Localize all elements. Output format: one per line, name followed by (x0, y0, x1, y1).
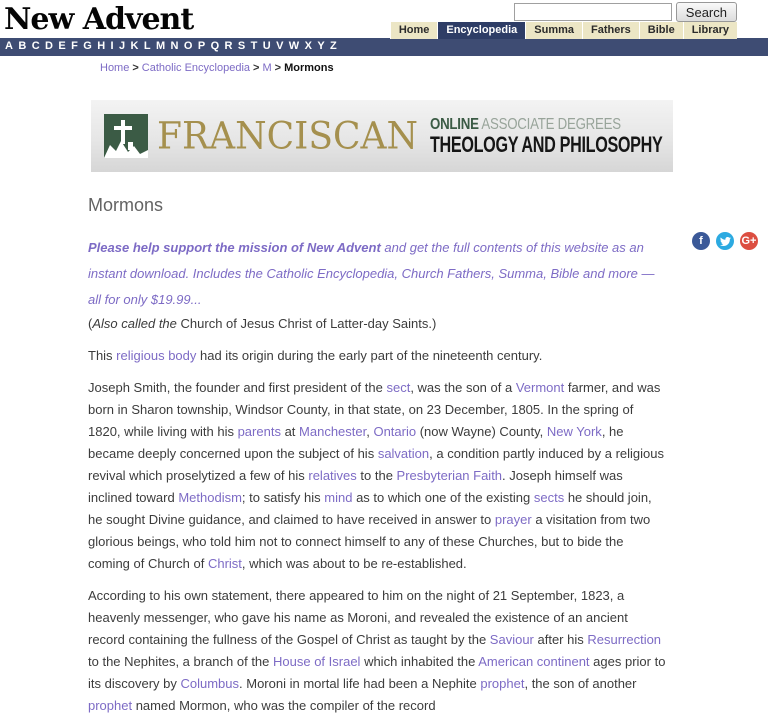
text-segment: as to which one of the existing (352, 490, 534, 505)
text-link[interactable]: parents (237, 424, 281, 439)
top-bar (0, 0, 768, 38)
franciscan-brand-text: FRANCISCAN (157, 114, 419, 158)
text-link[interactable]: Christ (207, 556, 242, 571)
tab-summa[interactable]: Summa (525, 22, 582, 39)
text-segment: Church of Jesus Christ of Latter-day Saints.) (176, 316, 437, 331)
social-share-bar (686, 232, 758, 250)
breadcrumb-separator: > (274, 62, 282, 74)
text-link[interactable]: Saviour (489, 632, 534, 647)
alphabet-link-l[interactable]: L (143, 40, 151, 52)
text-segment: at (280, 424, 300, 439)
text-link[interactable]: Methodism (178, 490, 242, 505)
text-link[interactable]: Please help support the mission of New Advent (88, 240, 381, 255)
alphabet-link-r[interactable]: R (224, 40, 233, 52)
text-link[interactable]: Ontario (373, 424, 417, 439)
alphabet-link-u[interactable]: U (262, 40, 271, 52)
nav-tabs (390, 22, 737, 39)
alphabet-link-i[interactable]: I (110, 40, 114, 52)
text-segment: This (88, 348, 117, 363)
tab-fathers[interactable]: Fathers (582, 22, 639, 39)
alphabet-link-f[interactable]: F (71, 40, 78, 52)
facebook-icon[interactable]: f (692, 232, 710, 250)
alphabet-link-o[interactable]: O (183, 40, 193, 52)
alphabet-link-x[interactable]: X (304, 40, 312, 52)
tab-bible[interactable]: Bible (639, 22, 683, 39)
search-button[interactable]: Search (676, 2, 737, 22)
text-link[interactable]: New York (546, 424, 602, 439)
paragraph-moroni (88, 585, 666, 717)
alphabet-link-m[interactable]: M (155, 40, 166, 52)
tab-encyclopedia[interactable]: Encyclopedia (437, 22, 525, 39)
paragraph-also-called (88, 313, 666, 335)
text-segment: Joseph Smith, the founder and first president of the (88, 380, 387, 395)
alphabet-link-q[interactable]: Q (210, 40, 220, 52)
text-link[interactable]: Resurrection (587, 632, 662, 647)
text-segment: , he became deeply concerned upon the subject of his (88, 424, 624, 461)
text-segment: , a condition partly induced by a religious revival which proselytized a few of his (88, 446, 664, 483)
site-logo[interactable]: New Advent (4, 2, 194, 37)
text-link[interactable]: prophet (480, 676, 525, 691)
breadcrumb-item-catholic-encyclopedia[interactable]: Catholic Encyclopedia (141, 62, 251, 74)
text-segment: farmer, and was born in Sharon township, Windsor County, in that state, on 23 December, 1805. In the spring of 1820, while living with his (88, 380, 661, 439)
banner-online-text: ONLINE (430, 116, 479, 134)
article-body (88, 235, 666, 717)
text-link[interactable]: prayer (494, 512, 532, 527)
google-plus-icon[interactable]: G+ (740, 232, 758, 250)
alphabet-link-t[interactable]: T (250, 40, 258, 52)
text-link[interactable]: House of Israel (273, 654, 361, 669)
alphabet-link-a[interactable]: A (5, 40, 13, 52)
text-segment: . Joseph himself was inclined toward (88, 468, 623, 505)
franciscan-ad-banner[interactable] (91, 100, 673, 172)
text-segment: after his (533, 632, 588, 647)
alphabet-link-v[interactable]: V (276, 40, 284, 52)
text-link[interactable]: Vermont (515, 380, 565, 395)
text-segment: (now Wayne) County, (416, 424, 547, 439)
alphabet-link-h[interactable]: H (97, 40, 106, 52)
alphabet-link-d[interactable]: D (45, 40, 53, 52)
paragraph-support-notice (88, 235, 666, 313)
text-segment: a visitation from two glorious beings, who told him not to connect himself to any of these Churches, but to bide the coming of Church of (88, 512, 651, 571)
banner-assoc-text: ASSOCIATE DEGREES (478, 116, 621, 134)
alphabet-link-g[interactable]: G (83, 40, 92, 52)
text-link[interactable]: religious body (116, 348, 197, 363)
text-segment: , which was about to be re-established. (241, 556, 467, 571)
tab-home[interactable]: Home (390, 22, 438, 39)
search-input[interactable] (514, 3, 672, 21)
text-link[interactable]: sects (533, 490, 565, 505)
text-link[interactable]: mind (324, 490, 353, 505)
text-segment: named Mormon, who was the compiler of the record (132, 698, 436, 713)
text-link[interactable]: Presbyterian Faith (396, 468, 503, 483)
text-segment: . Moroni in mortal life had been a Nephite (239, 676, 481, 691)
breadcrumb-item-home[interactable]: Home (100, 62, 130, 74)
alphabet-link-c[interactable]: C (31, 40, 40, 52)
alphabet-link-n[interactable]: N (170, 40, 179, 52)
tab-library[interactable]: Library (683, 22, 737, 39)
text-link[interactable]: American continent (478, 654, 590, 669)
breadcrumb-item-mormons: Mormons (284, 62, 334, 74)
alphabet-index-bar (0, 38, 768, 56)
breadcrumb-separator: > (132, 62, 139, 74)
search-form (514, 2, 737, 22)
breadcrumb-separator: > (253, 62, 260, 74)
article-content (88, 195, 666, 717)
text-segment: ages prior to its discovery by (88, 654, 666, 691)
breadcrumb-item-m[interactable]: M (262, 62, 272, 74)
paragraph-joseph-smith (88, 377, 666, 575)
text-link[interactable]: Columbus (180, 676, 240, 691)
text-segment: had its origin during the early part of the nineteenth century. (196, 348, 543, 363)
text-segment: to the Nephites, a branch of the (88, 654, 274, 669)
alphabet-link-z[interactable]: Z (330, 40, 337, 52)
text-segment: Also called the (92, 316, 177, 331)
franciscan-logo-icon (104, 114, 148, 158)
alphabet-link-y[interactable]: Y (317, 40, 325, 52)
text-segment: which inhabited the (360, 654, 479, 669)
page-title: Mormons (88, 195, 164, 215)
alphabet-link-j[interactable]: J (118, 40, 126, 52)
text-link[interactable]: prophet (88, 698, 133, 713)
breadcrumb (100, 62, 768, 74)
text-link[interactable]: Manchester (299, 424, 367, 439)
alphabet-link-e[interactable]: E (58, 40, 66, 52)
twitter-icon[interactable] (716, 232, 734, 250)
alphabet-link-p[interactable]: P (197, 40, 206, 52)
banner-tagline (430, 116, 663, 158)
text-segment: to the (356, 468, 397, 483)
banner-theology-text: THEOLOGY AND PHILOSOPHY (430, 133, 663, 158)
text-segment: , (366, 424, 374, 439)
text-link[interactable]: relatives (308, 468, 357, 483)
alphabet-link-b[interactable]: B (18, 40, 27, 52)
alphabet-link-w[interactable]: W (288, 40, 300, 52)
text-segment: he should join, he sought Divine guidance, and claimed to have received in answer to (88, 490, 652, 527)
text-link[interactable]: salvation (377, 446, 430, 461)
alphabet-link-k[interactable]: K (130, 40, 139, 52)
text-segment: , the son of another (524, 676, 637, 691)
alphabet-link-s[interactable]: S (237, 40, 246, 52)
text-segment: , was the son of a (410, 380, 516, 395)
paragraph-origin (88, 345, 666, 367)
text-segment: ; to satisfy his (241, 490, 325, 505)
text-segment: According to his own statement, there appeared to him on the night of 21 September, 1823, a heavenly messenger, who gave his name as Moroni, and revealed the existence of an ancient record containing the fullness of the Gospel of Christ as taught by the (88, 588, 628, 647)
text-link[interactable]: sect (386, 380, 411, 395)
text-segment: ( (88, 316, 93, 331)
text-link[interactable]: and get the full contents of this website as an instant download. Includes the Catholic Encyclopedia, Church Fathers, Summa, Bible and more — all for only $19.99... (88, 240, 655, 307)
